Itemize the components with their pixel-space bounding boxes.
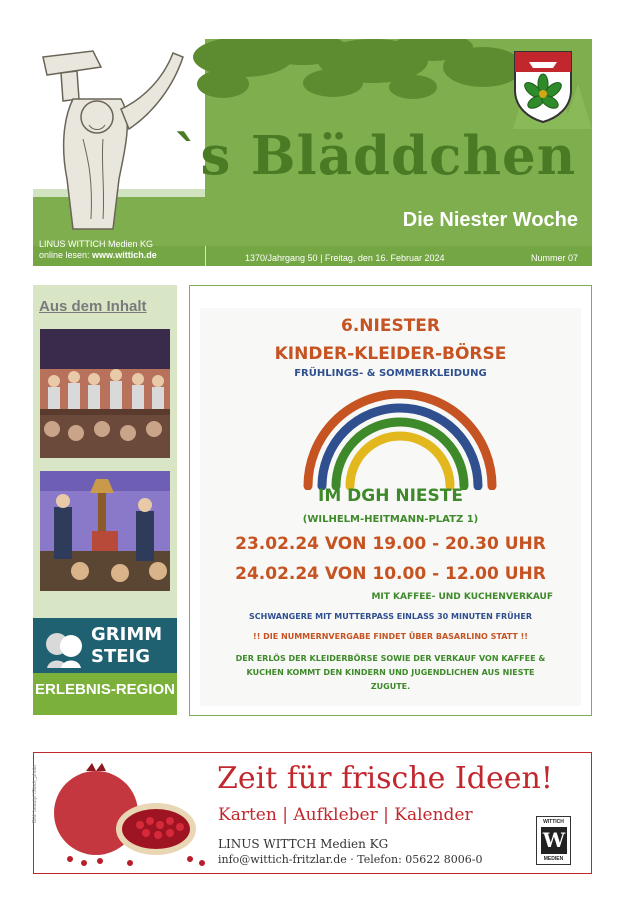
poster-date-1: 23.02.24 VON 19.00 - 20.30 UHR [235,534,546,554]
masthead-title: `s Bläddchen [173,125,577,187]
poster-cafe-note: MIT KAFFEE- UND KUCHENVERKAUF [371,592,553,602]
issue-number: Nummer 07 [530,253,578,263]
poster-proceeds-line-2: KUCHEN KOMMT DEN KINDERN UND JUGENDLICHEN AUS NIESTE [246,668,535,677]
publisher-info [39,239,157,261]
poster-title-line-1: 6.NIESTER [341,316,440,336]
wittich-medien-logo [536,816,571,865]
issue-info: 1370/Jahrgang 50 | Freitag, den 16. Februar 2024 [245,253,445,263]
wittich-advertisement[interactable] [33,752,592,874]
ad-contact[interactable]: info@wittich-fritzlar.de · Telefon: 05622 8006-0 [218,853,483,866]
poster-address: (WILHELM-HEITMANN-PLATZ 1) [302,514,479,525]
poster-venue: IM DGH NIESTE [318,486,463,506]
stage-performance-photo[interactable] [40,329,170,458]
rainbow-icon [300,390,500,490]
poster-date-2: 24.02.24 VON 10.00 - 12.00 UHR [235,564,546,584]
ad-products: Karten | Aufkleber | Kalender [218,805,473,825]
poster-proceeds-line-1: DER ERLÖS DER KLEIDERBÖRSE SOWIE DER VERKAUF VON KAFFEE & [235,654,546,663]
online-read-line [39,250,157,261]
event-poster [189,285,592,716]
online-url-link[interactable]: www.wittich.de [92,250,157,260]
poster-basarlino-note: !! DIE NUMMERNVERGABE FINDET ÜBER BASARLINO STATT !! [253,632,528,641]
photo-credit-text: Bild: beauty/ iStock_photo [31,765,38,823]
publisher-name: LINUS WITTICH Medien KG [39,239,154,249]
logo-top-text: WITTICH [543,819,564,825]
poster-canvas [200,308,581,706]
poster-pregnant-note: SCHWANGERE MIT MUTTERPASS EINLASS 30 MINUTEN FRÜHER [248,612,532,621]
poster-title-line-2: KINDER-KLEIDER-BÖRSE [274,344,507,364]
grimmsteig-subtitle: ERLEBNIS-REGION [34,681,175,698]
ad-company: LINUS WITTCH Medien KG [218,837,389,851]
grimmsteig-word-1: GRIMM [91,624,163,645]
ad-headline: Zeit für frische Ideen! [217,761,553,796]
logo-mark: W [542,828,566,852]
grimm-brothers-portrait-icon [39,626,89,668]
logo-bottom-text: MEDIEN [543,856,564,862]
masthead [33,39,592,266]
contents-heading: Aus dem Inhalt [39,298,147,315]
contents-sidebar [33,285,177,715]
online-prefix: online lesen: [39,250,93,260]
grimmsteig-word-2: STEIG [91,646,151,667]
masthead-subtitle: Die Niester Woche [402,209,578,231]
masthead-strip-divider [205,246,206,266]
grimmsteig-banner[interactable] [33,618,177,715]
poster-proceeds-line-3: ZUGUTE. [370,682,411,691]
pomegranate-icon [40,763,216,869]
poster-season: FRÜHLINGS- & SOMMERKLEIDUNG [294,368,487,379]
theater-play-photo[interactable] [40,471,170,591]
coat-of-arms-icon [511,48,575,124]
